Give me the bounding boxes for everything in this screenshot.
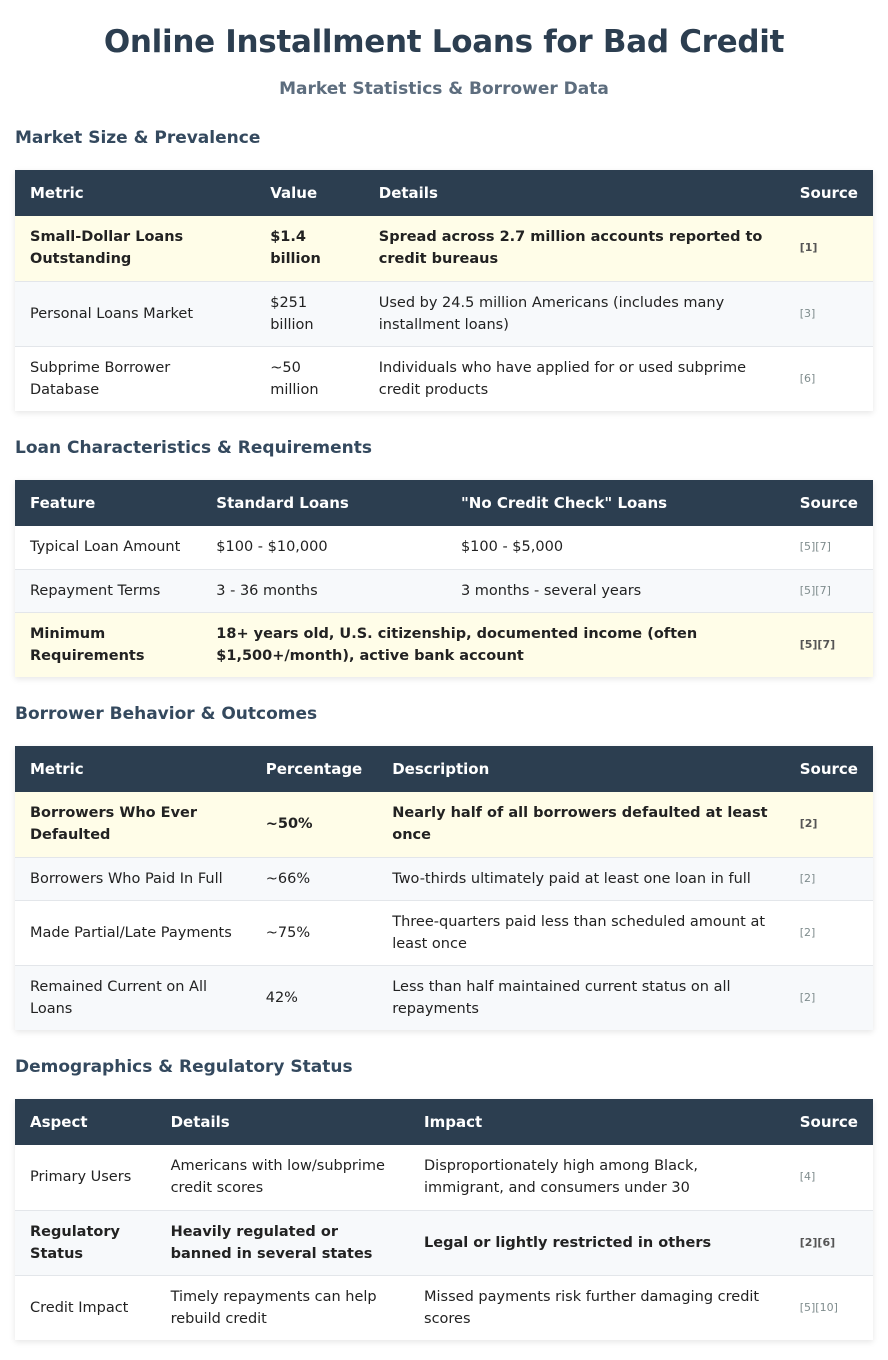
- column-header: Source: [785, 746, 873, 792]
- no-credit-check-cell: 3 months - several years: [446, 569, 785, 612]
- percentage-cell: 42%: [251, 965, 378, 1030]
- section-title-demographics: Demographics & Regulatory Status: [15, 1057, 353, 1077]
- table-row: [15, 857, 873, 900]
- aspect-cell: Regulatory Status: [15, 1210, 156, 1275]
- table-header-row: [15, 170, 873, 216]
- impact-cell: Missed payments risk further damaging credit scores: [409, 1275, 785, 1340]
- column-header: Metric: [15, 170, 255, 216]
- requirements-cell: 18+ years old, U.S. citizenship, documented income (often $1,500+/month), active bank account: [201, 612, 784, 677]
- column-header: Impact: [409, 1099, 785, 1145]
- percentage-cell: ~75%: [251, 900, 378, 965]
- metric-cell: Small-Dollar Loans Outstanding: [15, 216, 255, 281]
- section-title-loan-characteristics: Loan Characteristics & Requirements: [15, 438, 373, 458]
- table-header-row: [15, 480, 873, 526]
- column-header: Standard Loans: [201, 480, 446, 526]
- aspect-cell: Primary Users: [15, 1145, 156, 1210]
- table-row: [15, 346, 873, 411]
- value-cell: $251 billion: [255, 281, 364, 346]
- source-citation[interactable]: [2][6]: [785, 1210, 873, 1275]
- details-cell: Americans with low/subprime credit scores: [156, 1145, 409, 1210]
- metric-cell: Made Partial/Late Payments: [15, 900, 251, 965]
- column-header: Feature: [15, 480, 201, 526]
- table-row: [15, 792, 873, 857]
- source-citation[interactable]: [2]: [785, 900, 873, 965]
- column-header: Details: [156, 1099, 409, 1145]
- metric-cell: Remained Current on All Loans: [15, 965, 251, 1030]
- column-header: Aspect: [15, 1099, 156, 1145]
- column-header: Value: [255, 170, 364, 216]
- source-citation[interactable]: [4]: [785, 1145, 873, 1210]
- table-row: [15, 1145, 873, 1210]
- source-citation[interactable]: [6]: [785, 346, 873, 411]
- feature-cell: Typical Loan Amount: [15, 526, 201, 569]
- no-credit-check-cell: $100 - $5,000: [446, 526, 785, 569]
- details-cell: Heavily regulated or banned in several states: [156, 1210, 409, 1275]
- source-citation[interactable]: [1]: [785, 216, 873, 281]
- section-title-borrower-behavior: Borrower Behavior & Outcomes: [15, 704, 318, 724]
- source-citation[interactable]: [2]: [785, 792, 873, 857]
- source-citation[interactable]: [5][7]: [785, 526, 873, 569]
- page-subtitle: Market Statistics & Borrower Data: [279, 79, 609, 99]
- table-row: [15, 526, 873, 569]
- table-row: [15, 900, 873, 965]
- source-citation[interactable]: [5][7]: [785, 569, 873, 612]
- column-header: Source: [785, 170, 873, 216]
- details-cell: Timely repayments can help rebuild credit: [156, 1275, 409, 1340]
- column-header: Details: [364, 170, 785, 216]
- table-row: [15, 281, 873, 346]
- metric-cell: Borrowers Who Ever Defaulted: [15, 792, 251, 857]
- details-cell: Spread across 2.7 million accounts reported to credit bureaus: [364, 216, 785, 281]
- metric-cell: Personal Loans Market: [15, 281, 255, 346]
- details-cell: Individuals who have applied for or used subprime credit products: [364, 346, 785, 411]
- standard-loans-cell: $100 - $10,000: [201, 526, 446, 569]
- column-header: "No Credit Check" Loans: [446, 480, 785, 526]
- table-row: [15, 612, 873, 677]
- standard-loans-cell: 3 - 36 months: [201, 569, 446, 612]
- demographics-table: [15, 1099, 873, 1340]
- borrower-behavior-table: [15, 746, 873, 1030]
- table-row: [15, 569, 873, 612]
- metric-cell: Subprime Borrower Database: [15, 346, 255, 411]
- source-citation[interactable]: [3]: [785, 281, 873, 346]
- impact-cell: Disproportionately high among Black, immigrant, and consumers under 30: [409, 1145, 785, 1210]
- page-title: Online Installment Loans for Bad Credit: [103, 24, 785, 60]
- column-header: Source: [785, 1099, 873, 1145]
- percentage-cell: ~66%: [251, 857, 378, 900]
- source-citation[interactable]: [2]: [785, 965, 873, 1030]
- value-cell: $1.4 billion: [255, 216, 364, 281]
- table-row: [15, 216, 873, 281]
- column-header: Description: [377, 746, 785, 792]
- description-cell: Two-thirds ultimately paid at least one loan in full: [377, 857, 785, 900]
- market-size-table: [15, 170, 873, 411]
- impact-cell: Legal or lightly restricted in others: [409, 1210, 785, 1275]
- column-header: Metric: [15, 746, 251, 792]
- section-title-market-size: Market Size & Prevalence: [15, 128, 261, 148]
- table-row: [15, 965, 873, 1030]
- description-cell: Three-quarters paid less than scheduled amount at least once: [377, 900, 785, 965]
- source-citation[interactable]: [5][7]: [785, 612, 873, 677]
- percentage-cell: ~50%: [251, 792, 378, 857]
- table-header-row: [15, 1099, 873, 1145]
- table-row: [15, 1210, 873, 1275]
- aspect-cell: Credit Impact: [15, 1275, 156, 1340]
- metric-cell: Borrowers Who Paid In Full: [15, 857, 251, 900]
- table-header-row: [15, 746, 873, 792]
- loan-characteristics-table: [15, 480, 873, 677]
- column-header: Source: [785, 480, 873, 526]
- value-cell: ~50 million: [255, 346, 364, 411]
- feature-cell: Minimum Requirements: [15, 612, 201, 677]
- description-cell: Nearly half of all borrowers defaulted at least once: [377, 792, 785, 857]
- source-citation[interactable]: [5][10]: [785, 1275, 873, 1340]
- description-cell: Less than half maintained current status on all repayments: [377, 965, 785, 1030]
- feature-cell: Repayment Terms: [15, 569, 201, 612]
- details-cell: Used by 24.5 million Americans (includes many installment loans): [364, 281, 785, 346]
- source-citation[interactable]: [2]: [785, 857, 873, 900]
- table-row: [15, 1275, 873, 1340]
- column-header: Percentage: [251, 746, 378, 792]
